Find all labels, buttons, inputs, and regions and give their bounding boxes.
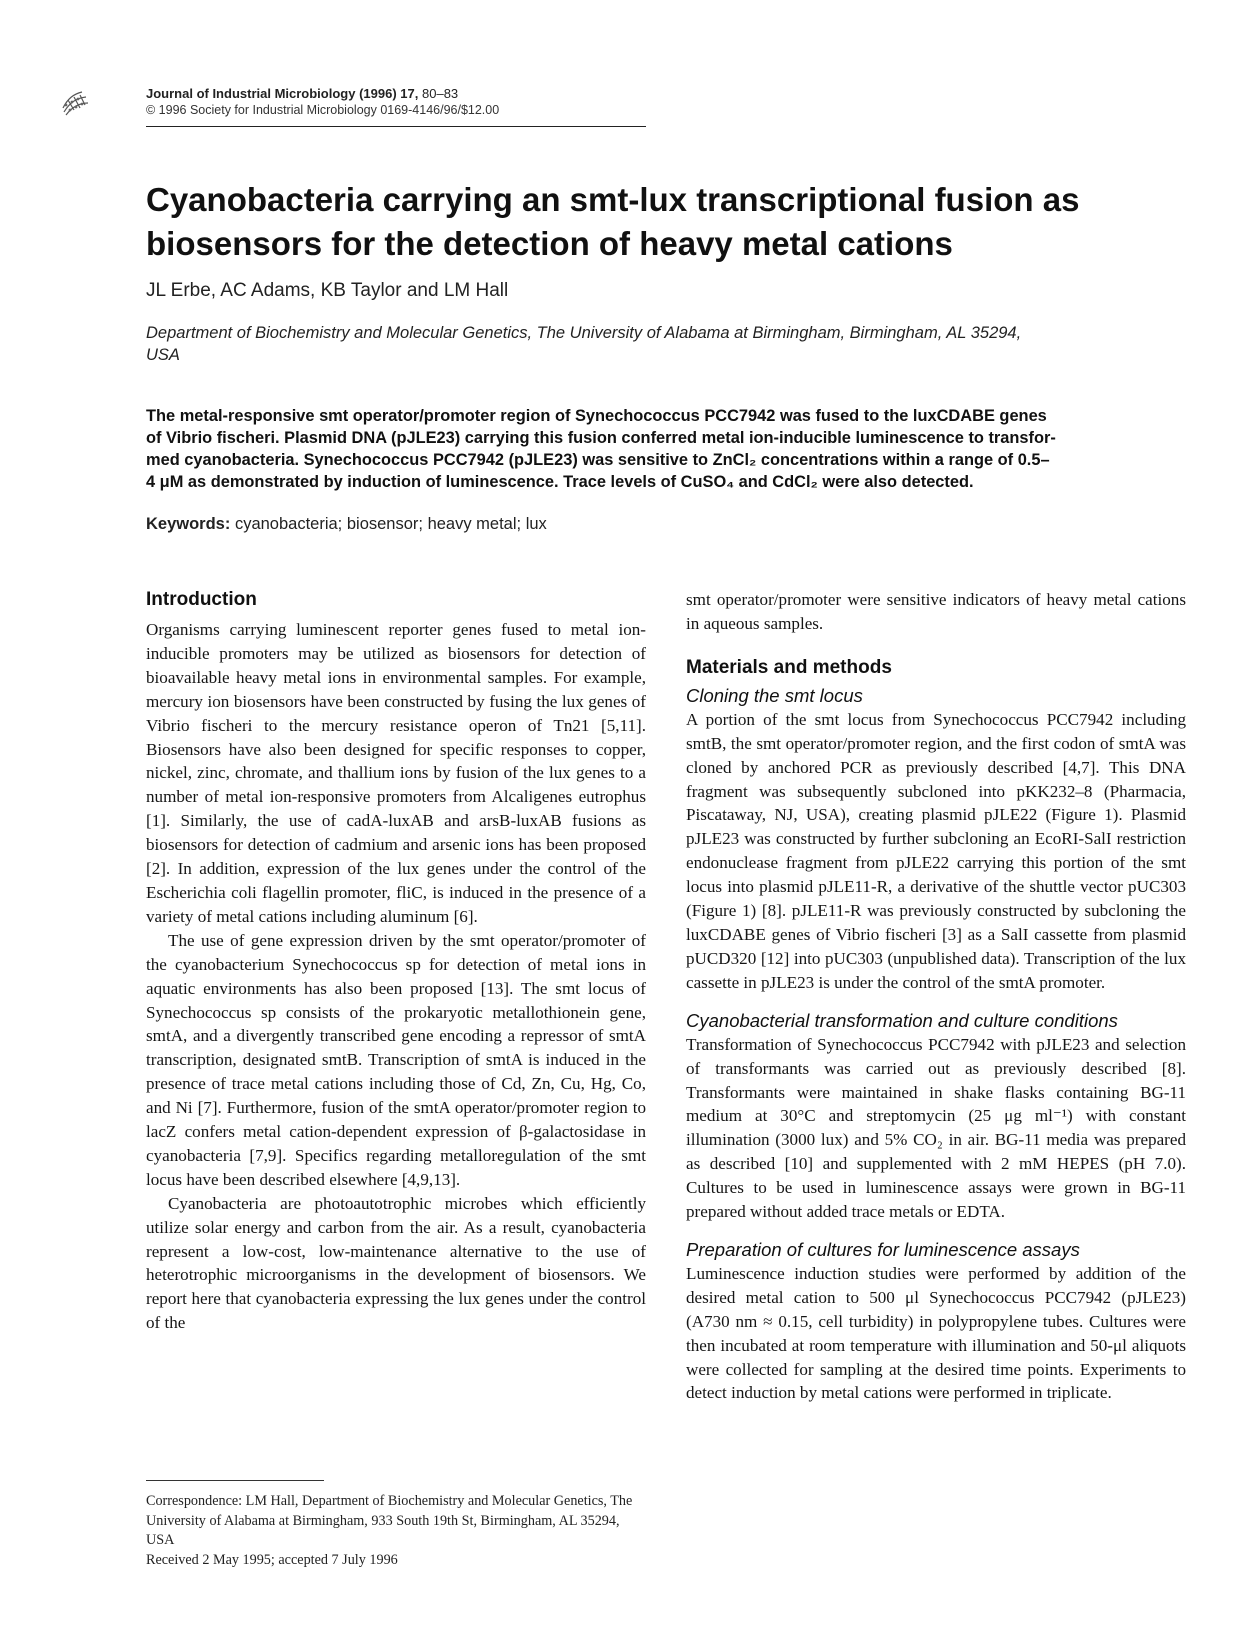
- transformation-subheading: Cyanobacterial transformation and culture conditions: [686, 1009, 1118, 1031]
- abstract-line: The metal-responsive smt operator/promoter region of Synechococcus PCC7942 was fused to the luxCDABE genes: [146, 407, 1047, 425]
- footnote-divider: [146, 1480, 324, 1481]
- footnote: [146, 1492, 646, 1570]
- cloning-subheading: Cloning the smt locus: [686, 684, 863, 706]
- introduction-heading: Introduction: [146, 589, 257, 610]
- society-logo-icon: [60, 88, 90, 118]
- methods-heading: Materials and methods: [686, 656, 892, 678]
- intro-paragraph-1: Organisms carrying luminescent reporter genes fused to metal ion-inducible promoters may be utilized as biosensors for detection of bioavailable heavy metal ions in environmental samples. For example, mercury ion biosensors have been constructed by fusing the lux genes of Vibrio fischeri to the mercury resistance operon of Tn21 [5,11]. Biosensors have also been designed for specific responses to copper, nickel, zinc, chromate, and thallium ions by fusion of the lux genes to a number of metal ion-responsive promoters from Alcaligenes eutrophus [1]. Similarly, the use of cadA-luxAB and arsB-luxAB fusions as biosensors for detection of cadmium and arsenic ions has been proposed [2]. In addition, expression of the lux genes under the control of the Escherichia coli flagellin promoter, fliC, is induced in the presence of a variety of metal cations including aluminum [6].: [146, 620, 646, 926]
- left-column: [146, 588, 646, 1335]
- journal-header: [146, 86, 646, 118]
- header-divider: [146, 126, 646, 127]
- keywords-label: Keywords:: [146, 515, 231, 533]
- correspondence-note: Correspondence: LM Hall, Department of Biochemistry and Molecular Genetics, The University of Alabama at Birmingham, 933 South 19th St, Birmingham, AL 35294, USA: [146, 1493, 633, 1548]
- luminescence-subheading: Preparation of cultures for luminescence assays: [686, 1238, 1080, 1260]
- received-note: Received 2 May 1995; accepted 7 July 1996: [146, 1551, 398, 1568]
- title-line-2: biosensors for the detection of heavy metal cations: [146, 225, 953, 262]
- luminescence-paragraph: Luminescence induction studies were performed by addition of the desired metal cation to 500 μl Synechococcus PCC7942 (pJLE23) (A730 nm ≈ 0.15, cell turbidity) in polypropylene tubes. Cultures were then incubated at room temperature with illumination and 50-μl aliquots were collected for sampling at the desired time points. Experiments to detect induction by metal cations were performed in triplicate.: [686, 1263, 1186, 1403]
- keywords: [146, 513, 547, 535]
- transformation-paragraph: Transformation of Synechococcus PCC7942 with pJLE23 and selection of transformants was carried out as previously described [8]. Transformants were maintained in shake flasks containing BG-11 medium at 30°C and streptomycin (25 μg ml⁻¹) with constant illumination (3000 lux) and 5% CO₂ in air. BG-11 media was prepared as described [10] and supplemented with 2 mM HEPES (pH 7.0). Cultures to be used in luminescence assays were grown in BG-11 prepared without added trace metals or EDTA.: [686, 1034, 1186, 1222]
- intro-paragraph-3: Cyanobacteria are photoautotrophic microbes which efficiently utilize solar energy and carbon from the air. As a result, cyanobacteria represent a low-cost, low-maintenance alternative to the use of heterotrophic microorganisms in the development of biosensors. We report here that cyanobacteria expressing the lux genes under the control of the: [146, 1193, 646, 1333]
- keywords-text: cyanobacteria; biosensor; heavy metal; lux: [234, 515, 547, 533]
- journal-citation: Journal of Industrial Microbiology (1996) 17, 80–83: [146, 86, 459, 101]
- intro-continued: smt operator/promoter were sensitive indicators of heavy metal cations in aqueous samples.: [686, 590, 1186, 633]
- right-column: [686, 588, 1186, 1405]
- abstract-line: med cyanobacteria. Synechococcus PCC7942 (pJLE23) was sensitive to ZnCl₂ concentrations within a range of 0.5–: [146, 451, 1050, 469]
- title-line-1: Cyanobacteria carrying an smt-lux transcriptional fusion as: [146, 181, 1080, 218]
- intro-paragraph-2: The use of gene expression driven by the smt operator/promoter of the cyanobacterium Synechococcus sp for detection of metal ions in aquatic environments has also been proposed [13]. The smt locus of Synechococcus sp consists of the prokaryotic metallothionein gene, smtA, and a divergently transcribed gene encoding a repressor of smtA transcription, designated smtB. Transcription of smtA is induced in the presence of trace metal cations including those of Cd, Zn, Cu, Hg, Co, and Ni [7]. Furthermore, fusion of the smtA operator/promoter region to lacZ confers metal cation-dependent expression of β-galactosidase in cyanobacteria [7,9]. Specifics regarding metalloregulation of the smt locus have been described elsewhere [4,9,13].: [146, 930, 646, 1189]
- abstract: [146, 405, 1186, 493]
- abstract-line: 4 μM as demonstrated by induction of luminescence. Trace levels of CuSO₄ and CdCl₂ were also detected.: [146, 473, 974, 491]
- cloning-paragraph: A portion of the smt locus from Synechococcus PCC7942 including smtB, the smt operator/promoter region, and the first codon of smtA was cloned by anchored PCR as previously described [4,7]. This DNA fragment was subsequently subcloned into pKK232–8 (Pharmacia, Piscataway, NJ, USA), creating plasmid pJLE22 (Figure 1). Plasmid pJLE23 was constructed by further subcloning an EcoRI-SalI restriction endonuclease fragment from pJLE22 carrying this portion of the smt locus into plasmid pJLE11-R, a derivative of the shuttle vector pUC303 (Figure 1) [8]. pJLE11-R was previously constructed by subcloning the luxCDABE genes of Vibrio fischeri [3] as a SalI cassette from plasmid pUCD320 [12] into pUC303 (unpublished data). Transcription of the lux cassette in pJLE23 is under the control of the smtA promoter.: [686, 709, 1186, 992]
- affiliation: Department of Biochemistry and Molecular Genetics, The University of Alabama at Birmingham, Birmingham, AL 35294, USA: [146, 324, 1022, 364]
- copyright-line: © 1996 Society for Industrial Microbiology 0169-4146/96/$12.00: [146, 103, 500, 117]
- article-title: [146, 178, 1146, 266]
- author-list: JL Erbe, AC Adams, KB Taylor and LM Hall: [146, 280, 509, 301]
- abstract-line: of Vibrio fischeri. Plasmid DNA (pJLE23) carrying this fusion conferred metal ion-inducible luminescence to transfor-: [146, 429, 1056, 447]
